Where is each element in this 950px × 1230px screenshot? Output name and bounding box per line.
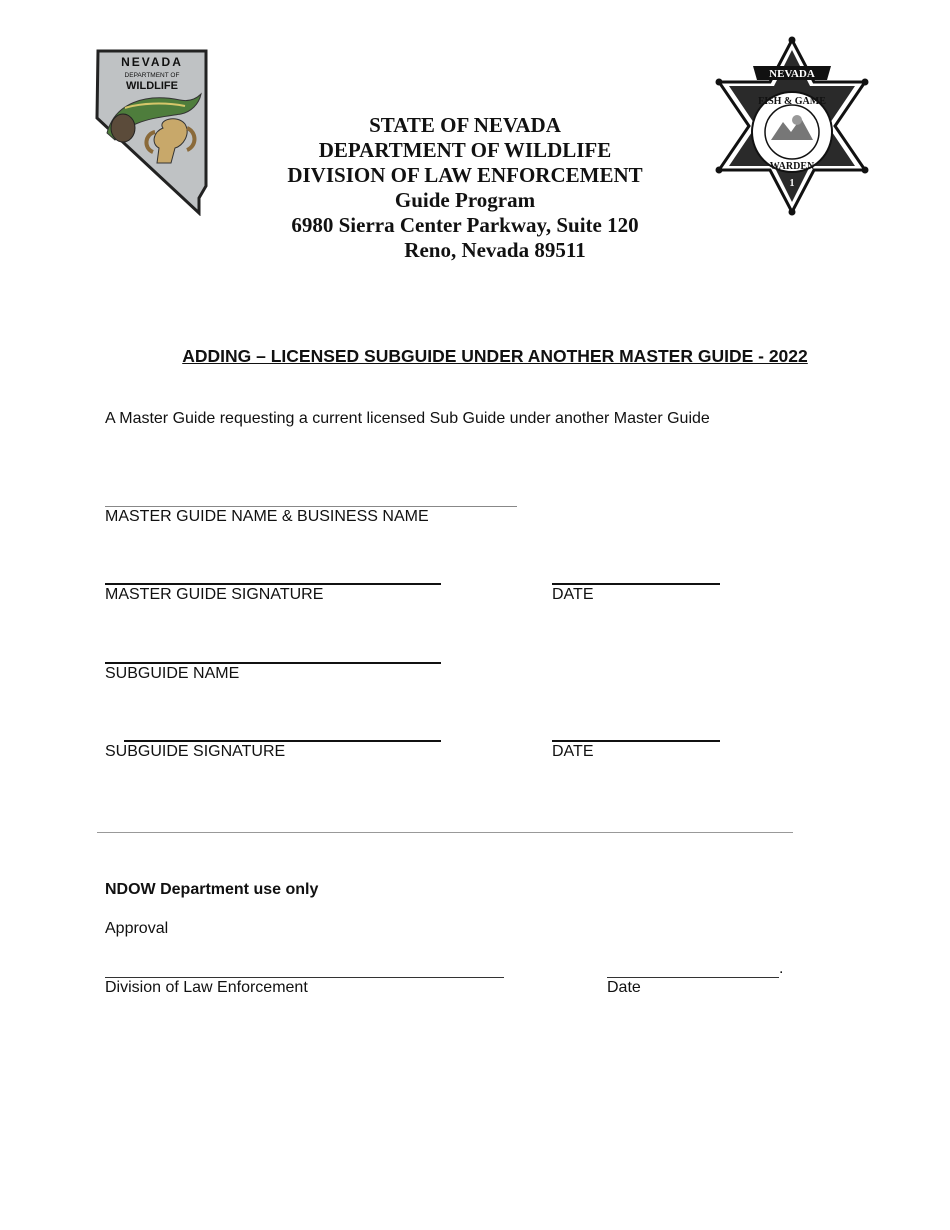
header-line-address: 6980 Sierra Center Parkway, Suite 120	[291, 213, 639, 237]
master-signature-label: MASTER GUIDE SIGNATURE	[105, 586, 324, 603]
approval-label: Approval	[105, 920, 169, 937]
division-signature-line[interactable]	[105, 977, 504, 978]
division-label: Division of Law Enforcement	[105, 979, 308, 996]
office-use-heading: NDOW Department use only	[105, 881, 319, 898]
master-name-line[interactable]	[105, 506, 517, 507]
subguide-signature-label: SUBGUIDE SIGNATURE	[105, 743, 286, 760]
header-line-department: DEPARTMENT OF WILDLIFE	[318, 138, 612, 162]
form-title: ADDING – LICENSED SUBGUIDE UNDER ANOTHER MASTER GUIDE - 2022	[182, 346, 808, 366]
subguide-name-line[interactable]	[105, 662, 441, 664]
logo-wildlife-text: WILDLIFE	[126, 80, 178, 92]
subguide-name-label: SUBGUIDE NAME	[105, 665, 240, 682]
badge-warden-text: WARDEN	[769, 161, 815, 172]
badge-number-text: 1	[789, 178, 795, 189]
header-line-state: STATE OF NEVADA	[369, 113, 561, 137]
office-date-period: .	[779, 960, 784, 977]
master-date-label: DATE	[552, 586, 594, 603]
ndow-logo	[95, 48, 210, 216]
warden-badge-logo	[713, 36, 871, 216]
office-date-label: Date	[607, 979, 641, 996]
subguide-date-label: DATE	[552, 743, 594, 760]
master-signature-line[interactable]	[105, 583, 441, 585]
badge-fish-game-text: FISH & GAME	[758, 96, 826, 107]
master-date-line[interactable]	[552, 583, 720, 585]
master-name-label: MASTER GUIDE NAME & BUSINESS NAME	[105, 508, 429, 525]
agency-header	[250, 113, 680, 263]
subguide-signature-line[interactable]	[124, 740, 441, 742]
header-line-division: DIVISION OF LAW ENFORCEMENT	[287, 163, 643, 187]
header-line-city: Reno, Nevada 89511	[404, 238, 586, 262]
subguide-date-line[interactable]	[552, 740, 720, 742]
section-divider	[97, 832, 793, 833]
header-line-program: Guide Program	[394, 188, 536, 212]
form-intro: A Master Guide requesting a current licensed Sub Guide under another Master Guide	[105, 410, 710, 427]
logo-nevada-text: NEVADA	[121, 55, 183, 69]
logo-department-text: DEPARTMENT OF	[124, 72, 180, 79]
office-date-line[interactable]	[607, 977, 779, 978]
badge-nevada-text: NEVADA	[769, 68, 815, 80]
